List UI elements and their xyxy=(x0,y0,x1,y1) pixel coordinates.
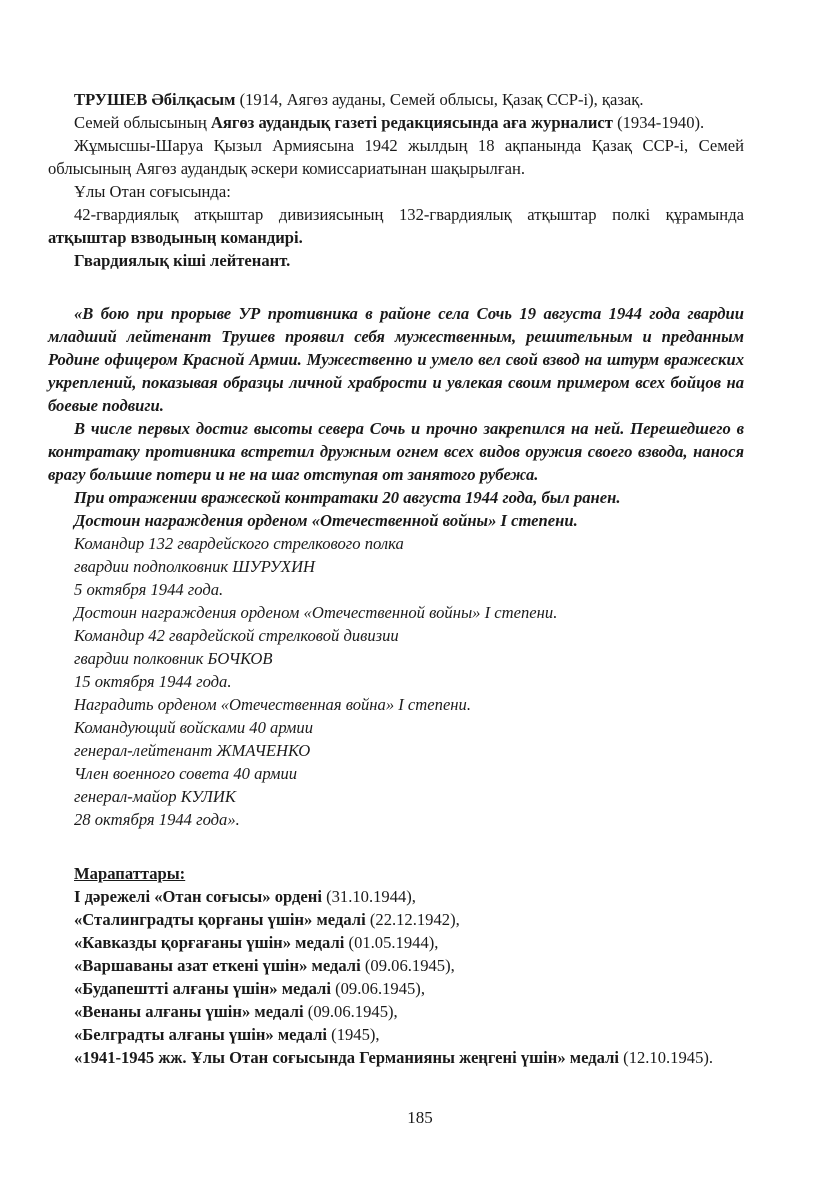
award-item xyxy=(48,908,744,931)
work-years: (1934-1940). xyxy=(612,113,705,132)
signature-line: Командующий войсками 40 армии xyxy=(74,718,313,737)
awards-list xyxy=(48,885,744,1069)
signature-line: генерал-майор КУЛИК xyxy=(74,787,236,806)
award-name: «Будапештті алғаны үшін» медалі xyxy=(74,979,331,998)
war-intro: Ұлы Отан соғысында: xyxy=(74,182,231,201)
unit-pre: 42-гвардиялық атқыштар дивизиясының 132-гвардиялық атқыштар полкі құрамында xyxy=(74,205,744,224)
bio-heading xyxy=(48,88,744,111)
page-number: 185 xyxy=(407,1108,433,1127)
document-page xyxy=(48,88,744,1069)
drafted-info: Жұмысшы-Шаруа Қызыл Армиясына 1942 жылдың 18 ақпанында Қазақ ССР-і, Семей облысының Аягөз аудандық әскери комиссариатынан шақырылған. xyxy=(48,136,744,178)
unit-position: атқыштар взводының командирі. xyxy=(48,228,303,247)
award-date: (31.10.1944), xyxy=(321,887,416,906)
award-name: «Варшаваны азат еткені үшін» медалі xyxy=(74,956,361,975)
citation-paragraph-3: При отражении вражеской контратаки 20 августа 1944 года, был ранен. xyxy=(74,488,621,507)
award-item xyxy=(48,885,744,908)
award-item xyxy=(48,931,744,954)
award-name: «Сталинградты қорғаны үшін» медалі xyxy=(74,910,366,929)
citation-paragraph-2: В числе первых достиг высоты севера Сочь и прочно закрепился на ней. Перешедшего в контратаку противника встретил дружным огнем всех видов оружия своего взвода, нанося врагу большие потери и не на шаг отступая от занятого рубежа. xyxy=(48,419,744,484)
award-item xyxy=(48,977,744,1000)
signature-line: Командир 42 гвардейской стрелковой дивизии xyxy=(74,626,399,645)
award-date: (09.06.1945), xyxy=(303,1002,398,1021)
award-name: «Венаны алғаны үшін» медалі xyxy=(74,1002,304,1021)
birth-info: (1914, Аягөз ауданы, Семей облысы, Қазақ ССР-і), қазақ. xyxy=(235,90,644,109)
award-item xyxy=(48,1000,744,1023)
award-name: «Белградты алғаны үшін» медалі xyxy=(74,1025,328,1044)
signature-line: Достоин награждения орденом «Отечественной войны» I степени. xyxy=(74,603,558,622)
citation-paragraph-4: Достоин награждения орденом «Отечественной войны» I степени. xyxy=(74,511,578,530)
signature-line: 15 октября 1944 года. xyxy=(74,672,232,691)
signature-line: 5 октября 1944 года. xyxy=(74,580,224,599)
award-date: (1945), xyxy=(327,1025,380,1044)
signature-block xyxy=(48,532,744,831)
award-item xyxy=(48,1023,744,1046)
work-pre: Семей облысының xyxy=(74,113,211,132)
award-date: (09.06.1945), xyxy=(330,979,425,998)
signature-line: 28 октября 1944 года». xyxy=(74,810,240,829)
award-name: І дәрежелі «Отан соғысы» ордені xyxy=(74,887,322,906)
award-date: (12.10.1945). xyxy=(619,1048,714,1067)
awards-heading-text: Марапаттары: xyxy=(74,864,186,883)
award-name: «Кавказды қорғағаны үшін» медалі xyxy=(74,933,345,952)
citation-paragraph-1: «В бою при прорыве УР противника в районе села Сочь 19 августа 1944 года гвардии младший лейтенант Трушев проявил себя мужественным, решительным и преданным Родине офицером Красной Армии. Мужественно и умело вел свой взвод на штурм вражеских укреплений, показывая образцы личной храбрости и увлекая своим примером всех бойцов на боевые подвиги. xyxy=(48,304,744,415)
award-name: «1941-1945 жж. Ұлы Отан соғысында Германияны жеңгені үшін» медалі xyxy=(74,1048,620,1067)
rank-text: Гвардиялық кіші лейтенант. xyxy=(74,251,291,270)
rank xyxy=(48,249,744,272)
signature-line: Наградить орденом «Отечественная война» I степени. xyxy=(74,695,471,714)
award-date: (01.05.1944), xyxy=(344,933,439,952)
award-date: (22.12.1942), xyxy=(365,910,460,929)
work-info xyxy=(48,111,744,134)
work-position: Аягөз аудандық газеті редакциясында аға журналист xyxy=(210,113,613,132)
unit-info xyxy=(48,203,744,249)
signature-line: гвардии подполковник ШУРУХИН xyxy=(74,557,316,576)
awards-heading xyxy=(48,862,744,885)
signature-line: гвардии полковник БОЧКОВ xyxy=(74,649,273,668)
signature-line: генерал-лейтенант ЖМАЧЕНКО xyxy=(74,741,311,760)
person-name: ТРУШЕВ Әбілқасым xyxy=(74,90,236,109)
signature-line: Командир 132 гвардейского стрелкового полка xyxy=(74,534,404,553)
signature-line: Член военного совета 40 армии xyxy=(74,764,298,783)
award-item xyxy=(48,954,744,977)
award-item xyxy=(48,1046,744,1069)
award-date: (09.06.1945), xyxy=(360,956,455,975)
